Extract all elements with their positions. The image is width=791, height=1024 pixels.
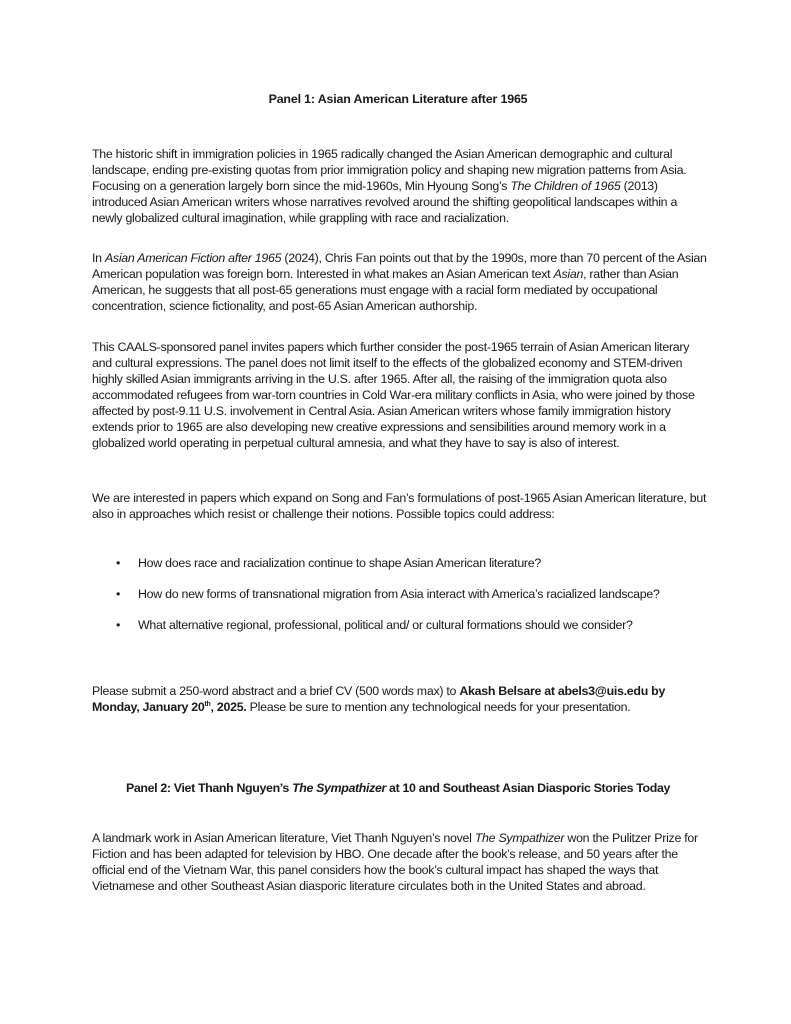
- list-item: [92, 555, 710, 571]
- book-title-italic: The Sympathizer: [474, 831, 565, 845]
- bullet-icon: •: [116, 587, 121, 601]
- text-span: (2013) introduced Asian American writers whose narratives revolved around the shifting geopolitical landscapes within a newly globalized cultural imagination, while grappling with race and racialization.: [92, 179, 678, 225]
- text-span: In: [92, 251, 105, 265]
- list-item-text: What alternative regional, professional, political and/ or cultural formations should we consider?: [138, 618, 633, 632]
- bullet-icon: •: [116, 618, 121, 632]
- panel-1-title: Panel 1: Asian American Literature after 1965: [268, 92, 528, 106]
- list-item-text: How does race and racialization continue to shape Asian American literature?: [138, 556, 542, 570]
- panel-1-fan-paragraph: [92, 250, 710, 314]
- ordinal-suffix: th: [204, 701, 211, 708]
- panel-2-intro-paragraph: [92, 830, 710, 894]
- text-span: at 10 and Southeast Asian Diasporic Stories Today: [385, 781, 671, 795]
- panel-1-topics-intro: We are interested in papers which expand on Song and Fan’s formulations of post-1965 Asian American literature, but also in approaches which resist or challenge their notions. Possible topics could address:: [92, 491, 707, 521]
- book-title-italic: The Children of 1965: [510, 179, 621, 193]
- submission-instructions: [92, 683, 710, 715]
- text-span: Panel 2: Viet Thanh Nguyen’s: [125, 781, 293, 795]
- text-span: A landmark work in Asian American literature, Viet Thanh Nguyen’s novel: [92, 831, 475, 845]
- deadline-year: , 2025.: [210, 700, 247, 714]
- text-span: , rather than Asian American, he suggests that all post-65 generations must engage with a racial form mediated by occupational concentration, science fictionality, and post-65 Asian American authorship.: [92, 267, 679, 313]
- text-span: The historic shift in immigration policies in 1965 radically changed the Asian American demographic and cultural landscape, ending pre-existing quotas from prior immigration policy and shaping new migration patterns from Asia. Focusing on a generation largely born since the mid-1960s, Min Hyoung Song’s: [92, 147, 687, 193]
- emphasis-italic: Asian: [553, 267, 584, 281]
- list-item: [92, 617, 710, 633]
- list-item-text: How do new forms of transnational migration from Asia interact with America’s racialized landscape?: [138, 587, 660, 601]
- book-title-italic: The Sympathizer: [292, 781, 386, 795]
- list-item: [92, 586, 710, 602]
- contact-text: Akash Belsare at abels3@uis.edu by Monday, January 20: [92, 684, 666, 714]
- panel-1-intro-paragraph: [92, 146, 710, 226]
- panel-2-title: [84, 781, 712, 795]
- text-span: won the Pulitzer Prize for Fiction and has been adapted for television by HBO. One decade after the book’s release, and 50 years after the official end of the Vietnam War, this panel considers how the book’s cultural impact has shaped the ways that Vietnamese and other Southeast Asian diasporic literature circulates both in the United States and abroad.: [92, 831, 698, 893]
- book-title-italic: Asian American Fiction after 1965: [104, 251, 282, 265]
- text-span: Please be sure to mention any technological needs for your presentation.: [246, 700, 631, 714]
- topics-list: [92, 555, 710, 648]
- bullet-icon: •: [116, 556, 121, 570]
- text-span: Please submit a 250-word abstract and a brief CV (500 words max) to: [92, 684, 460, 698]
- panel-1-scope-paragraph: This CAALS-sponsored panel invites papers which further consider the post-1965 terrain of Asian American literary and cultural expressions. The panel does not limit itself to the effects of the globalized economy and STEM-driven highly skilled Asian immigrants arriving in the U.S. after 1965. After all, the raising of the immigration quota also accommodated refugees from war-torn countries in Cold War-era military conflicts in Asia, who were joined by those affected by post-9.11 U.S. involvement in Central Asia. Asian American writers whose family immigration history extends prior to 1965 are also developing new creative expressions and sensibilities around memory work in a globalized world operating in perpetual cultural amnesia, and what they have to say is also of interest.: [92, 340, 695, 450]
- text-span: (2024), Chris Fan points out that by the 1990s, more than 70 percent of the Asian American population was foreign born. Interested in what makes an Asian American text: [92, 251, 707, 281]
